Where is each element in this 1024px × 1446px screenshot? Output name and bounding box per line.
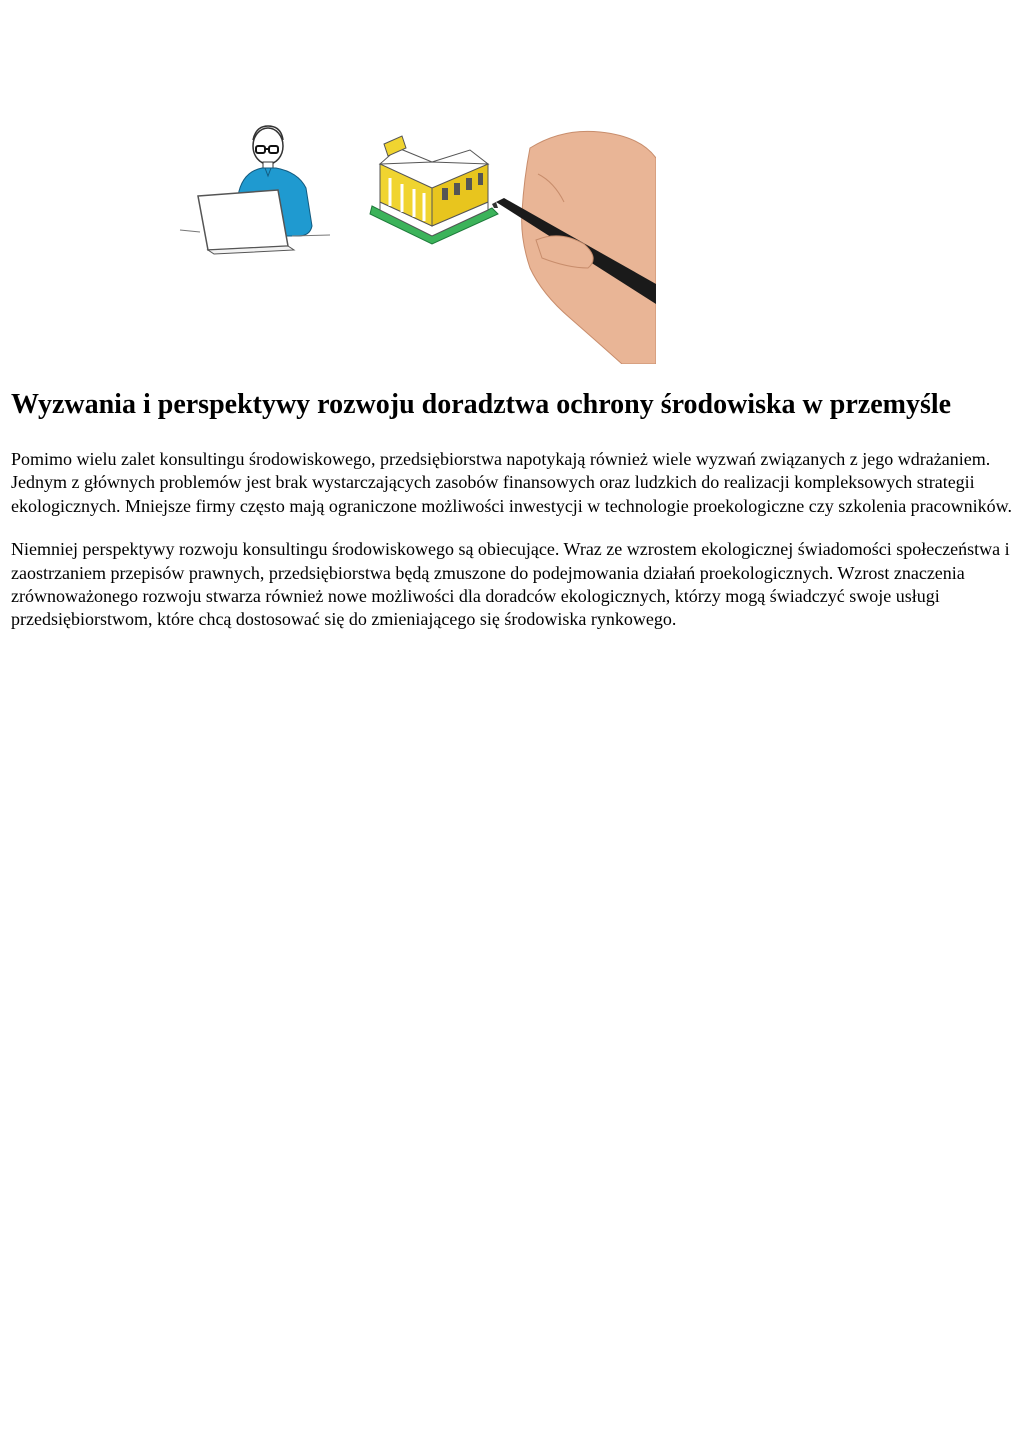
building-icon [370,136,498,244]
article-paragraph: Niemniej perspektywy rozwoju konsultingu środowiskowego są obiecujące. Wraz ze wzrostem ekologicznej świadomości społeczeństwa i zaostrzaniem przepisów prawnych, przedsiębiorstwa będą zmuszone do podejmowania działań proekologicznych. Wzrost znaczenia zrównoważonego rozwoju stwarza również nowe możliwości dla doradców ekologicznych, którzy mogą świadczyć swoje usługi przedsiębiorstwom, które chcą dostosować się do zmieniającego się środowiska rynkowego. [11,539,1010,630]
article-title: Wyzwania i perspektywy rozwoju doradztwa ochrony środowiska w przemyśle [11,389,952,420]
consultant-with-laptop-icon [180,126,330,254]
article-paragraph: Pomimo wielu zalet konsultingu środowiskowego, przedsiębiorstwa napotykają również wiele wyzwań związanych z jego wdrażaniem. Jednym z głównych problemów jest brak wystarczających zasobów finansowych oraz ludzkich do realizacji kompleksowych strategii ekologicznych. Mniejsze firmy często mają ograniczone możliwości inwestycji w technologie proekologiczne czy szkolenia pracowników. [11,449,1012,516]
hand-holding-marker-icon [492,131,656,364]
hero-illustration [170,118,656,364]
article [11,388,1014,632]
